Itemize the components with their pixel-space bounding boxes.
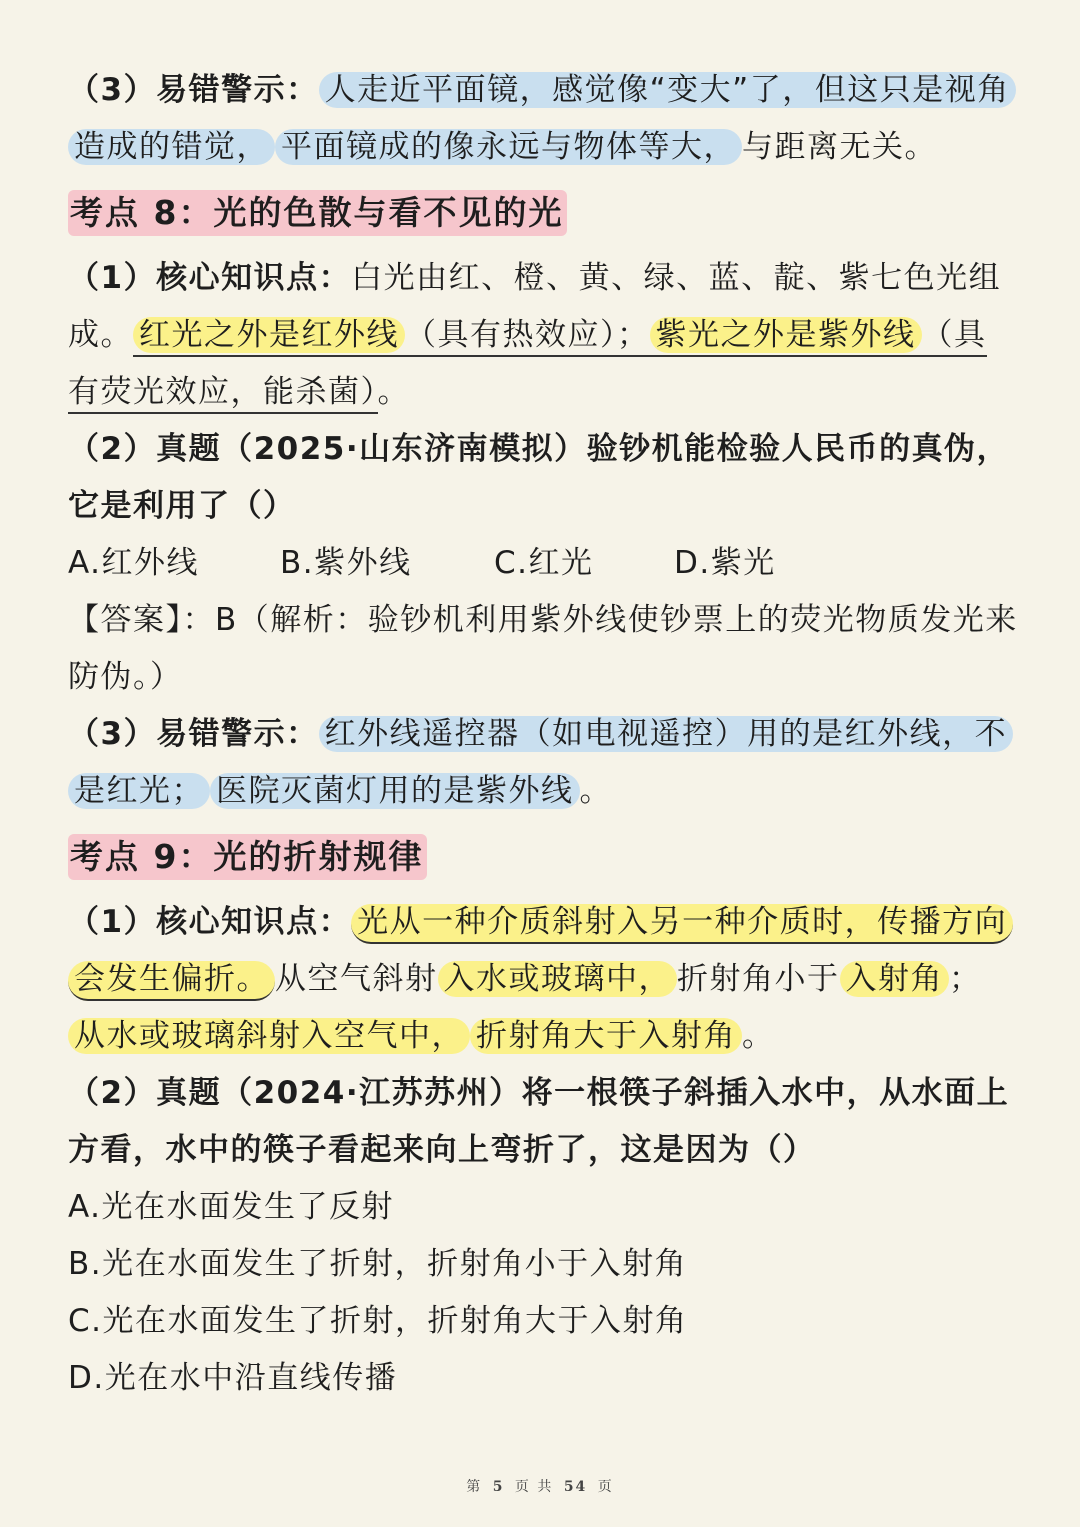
option-d: D.紫光 [674,545,776,581]
answer-8: 【答案】：B（解析：验钞机利用紫外线使钞票上的荧光物质发光来防伪。） [68,602,1018,695]
footer-middle: 页 共 [514,1479,554,1495]
plain-text: 折射角小于 [677,961,840,997]
underlined-text: （具有热效应）； [405,317,650,353]
question-options-8 [68,535,1018,592]
highlight-text: 平面镜成的像永远与物体等大， [275,129,742,165]
highlight-text: 人走近平面镜，感觉像“变大”了，但这只是视角造成的错觉， [68,72,1016,165]
option-b: B.光在水面发生了折射，折射角小于入射角 [68,1246,688,1282]
footer-prefix: 第 [466,1479,483,1495]
page-footer [0,1476,1080,1496]
plain-text: 白光由红、橙、黄、绿、蓝、靛、紫七色光组成。 [68,260,1002,353]
page-content [68,62,1018,1407]
highlight-text: 红光之外是红外线 [133,317,405,353]
highlight-text: 从水或玻璃斜射入空气中， [68,1018,470,1054]
option-c: C.光在水面发生了折射，折射角大于入射角 [68,1303,688,1339]
footer-suffix: 页 [597,1479,614,1495]
plain-text: 。 [742,1018,775,1054]
section-heading-8: 考点 8：光的色散与看不见的光 [68,190,567,236]
warning-paragraph-7 [68,62,1018,176]
warning-paragraph-8 [68,706,1018,820]
option-c: C.红光 [494,545,594,581]
highlight-text: 入射角 [840,961,950,997]
question-stem-9: （2）真题（2024·江苏苏州）将一根筷子斜插入水中，从水面上方看，水中的筷子看起来向上弯折了，这是因为（） [68,1075,1010,1168]
page-number: 5 [492,1479,505,1495]
highlight-text: 入水或玻璃中， [438,961,678,997]
plain-text: 。 [377,374,410,410]
highlight-text: 红外线遥控器（如电视遥控）用的是红外线，不是红光； [68,716,1013,809]
option-a: A.红外线 [68,545,200,581]
option-b: B.紫外线 [280,545,412,581]
plain-text: 从空气斜射 [275,961,438,997]
plain-text: 与距离无关。 [742,129,937,165]
core-knowledge-label: （1）核心知识点： [68,904,352,940]
core-knowledge-paragraph-9 [68,894,1018,1065]
warning-label: （3）易错警示： [68,72,319,108]
highlight-text: 折射角大于入射角 [470,1018,742,1054]
core-knowledge-label: （1）核心知识点： [68,260,352,296]
underlined-text: （具有荧光效应，能杀菌） [68,317,987,410]
total-pages: 54 [563,1479,588,1495]
highlight-text: 紫光之外是紫外线 [650,317,922,353]
plain-text: 。 [579,773,612,809]
question-stem-8: （2）真题（2025·山东济南模拟）验钞机能检验人民币的真伪，它是利用了（） [68,431,1010,524]
option-d: D.光在水中沿直线传播 [68,1360,398,1396]
section-heading-9: 考点 9：光的折射规律 [68,834,427,880]
warning-label: （3）易错警示： [68,716,319,752]
highlight-text: 光从一种介质斜射入另一种介质时，传播方向会发生偏折。 [68,904,1013,1001]
plain-text: ； [949,961,982,997]
core-knowledge-paragraph-8 [68,250,1018,421]
highlight-text: 医院灭菌灯用的是紫外线 [210,773,580,809]
option-a: A.光在水面发生了反射 [68,1189,395,1225]
